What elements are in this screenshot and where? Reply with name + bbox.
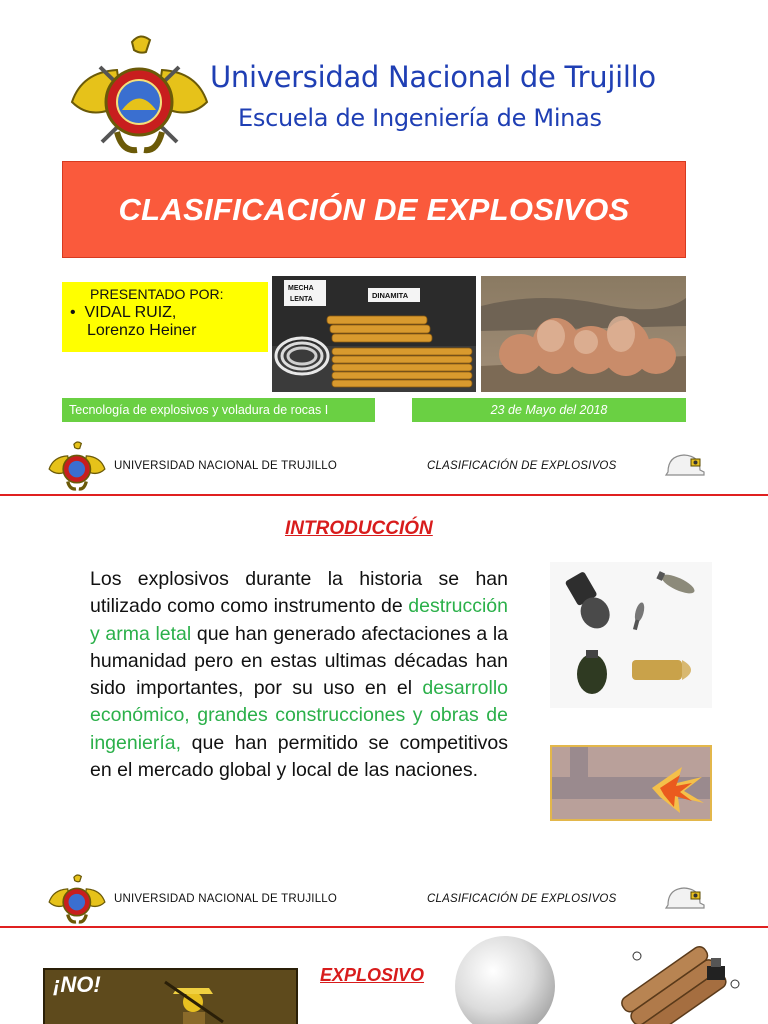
- no-sign-text: ¡NO!: [53, 972, 101, 997]
- university-crest-icon: [62, 32, 217, 157]
- intro-highlight-2: desarrollo económico, grandes construcciones y obras de ingeniería,: [90, 677, 509, 754]
- header-topic: CLASIFICACIÓN DE EXPLOSIVOS: [427, 893, 617, 905]
- small-crest-icon: [45, 440, 109, 492]
- label-dinamita: DINAMITA: [372, 291, 409, 300]
- intro-text-1: Los explosivos durante la historia se han utilizado como como instrumento de: [90, 568, 508, 618]
- slide3-header: [0, 869, 768, 939]
- blast-photo: [481, 276, 686, 392]
- detonation-image: [550, 745, 712, 821]
- explosivo-heading: EXPLOSIVO: [320, 965, 425, 985]
- presenter-name-1: VIDAL RUIZ,: [84, 304, 177, 321]
- presentation-date: 23 de Mayo del 2018: [490, 403, 608, 417]
- miner-illustration: [45, 970, 298, 1024]
- presentation-title: CLASIFICACIÓN DE EXPLOSIVOS: [118, 191, 630, 227]
- course-bar: [62, 398, 375, 422]
- presenter-name-2: Lorenzo Heiner: [87, 322, 197, 339]
- small-crest-icon: [45, 873, 109, 925]
- intro-text-3: que han permitido se competitivos en el mercado global y local de las naciones.: [90, 731, 508, 782]
- sphere-image: [455, 936, 555, 1024]
- slide2-header: [0, 436, 768, 506]
- header-divider: [0, 494, 768, 496]
- miner-helmet-icon: [664, 883, 706, 913]
- dynamite-illustration: [272, 276, 476, 392]
- date-bar: [412, 398, 686, 422]
- presenter-label: PRESENTADO POR:: [90, 286, 224, 302]
- course-name: Tecnología de explosivos y voladura de rocas I: [69, 403, 329, 417]
- introduction-paragraph: [90, 566, 508, 784]
- dynamite-bundle-icon: [615, 944, 745, 1024]
- intro-highlight-1: destrucción y arma letal: [90, 595, 508, 645]
- header-topic: CLASIFICACIÓN DE EXPLOSIVOS: [427, 460, 617, 472]
- blast-illustration: [481, 276, 686, 392]
- header-university: UNIVERSIDAD NACIONAL DE TRUJILLO: [114, 460, 338, 472]
- munitions-illustration: [550, 562, 712, 708]
- no-sign-image: [43, 968, 298, 1024]
- presentation-title-box: [62, 161, 686, 258]
- miner-helmet-icon: [664, 450, 706, 480]
- munitions-image: [550, 562, 712, 708]
- dynamite-photo: [272, 276, 476, 392]
- detonation-illustration: [552, 747, 710, 819]
- presenter-name-line1: • VIDAL RUIZ,: [70, 304, 177, 321]
- title-slide: [0, 0, 768, 430]
- presenter-box: [62, 282, 268, 352]
- intro-text-2: que han generado afectaciones a la humanidad pero en estas ultimas décadas han sido importantes, por su uso en el: [90, 622, 509, 700]
- label-mecha: MECHA: [288, 285, 314, 292]
- university-title: Universidad Nacional de Trujillo: [210, 60, 656, 94]
- label-lenta: LENTA: [290, 296, 313, 303]
- introduction-heading: INTRODUCCIÓN: [285, 518, 433, 539]
- header-divider: [0, 926, 768, 928]
- header-university: UNIVERSIDAD NACIONAL DE TRUJILLO: [114, 893, 338, 905]
- school-title: Escuela de Ingeniería de Minas: [238, 104, 602, 132]
